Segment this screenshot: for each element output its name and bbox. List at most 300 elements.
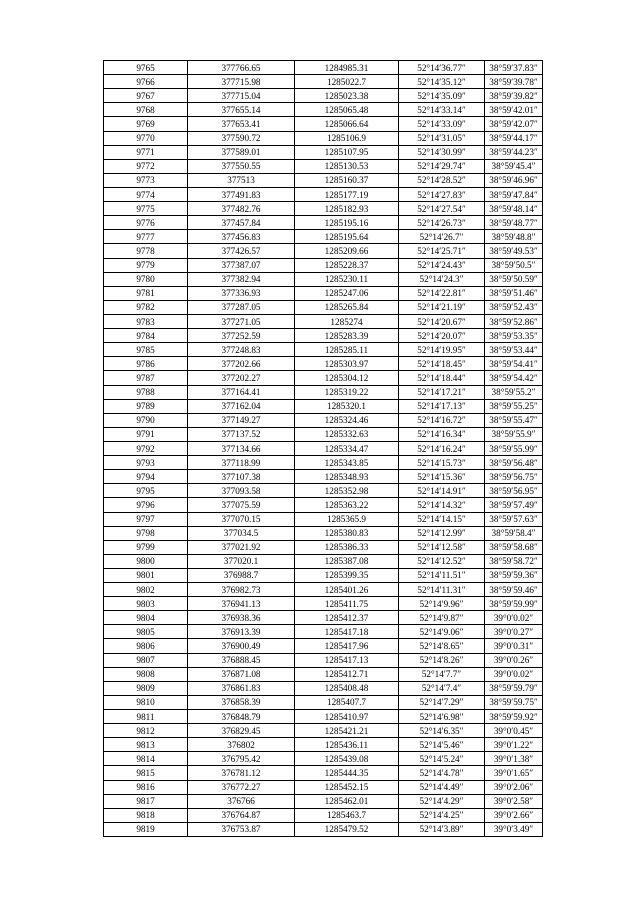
x-coordinate-cell: 377387.07 — [188, 258, 295, 272]
latitude-cell: 52°14′24.43″ — [399, 258, 485, 272]
x-coordinate-cell: 377118.99 — [188, 456, 295, 470]
table-row — [104, 89, 543, 103]
table-row — [104, 724, 543, 738]
table-row — [104, 286, 543, 300]
table-row — [104, 61, 543, 75]
latitude-cell: 52°14′28.52″ — [399, 173, 485, 187]
longitude-cell: 39°0′1.38″ — [485, 752, 543, 766]
latitude-cell: 52°14′7.4″ — [399, 681, 485, 695]
latitude-cell: 52°14′14.15″ — [399, 512, 485, 526]
point-number-cell: 9790 — [104, 413, 188, 427]
x-coordinate-cell: 377766.65 — [188, 61, 295, 75]
table-row — [104, 625, 543, 639]
latitude-cell: 52°14′6.98″ — [399, 710, 485, 724]
longitude-cell: 38°59′59.75″ — [485, 695, 543, 709]
point-number-cell: 9814 — [104, 752, 188, 766]
longitude-cell: 38°59′59.36″ — [485, 568, 543, 582]
y-coordinate-cell: 1285303.97 — [295, 357, 399, 371]
x-coordinate-cell: 377149.27 — [188, 413, 295, 427]
y-coordinate-cell: 1285363.22 — [295, 498, 399, 512]
longitude-cell: 39°0′3.49″ — [485, 822, 543, 836]
longitude-cell: 38°59′58.68″ — [485, 540, 543, 554]
x-coordinate-cell: 377202.66 — [188, 357, 295, 371]
longitude-cell: 38°59′45.4″ — [485, 159, 543, 173]
x-coordinate-cell: 376772.27 — [188, 780, 295, 794]
y-coordinate-cell: 1285417.13 — [295, 653, 399, 667]
x-coordinate-cell: 377513 — [188, 173, 295, 187]
table-row — [104, 413, 543, 427]
y-coordinate-cell: 1285452.15 — [295, 780, 399, 794]
y-coordinate-cell: 1285160.37 — [295, 173, 399, 187]
y-coordinate-cell: 1285265.84 — [295, 300, 399, 314]
table-row — [104, 103, 543, 117]
x-coordinate-cell: 376858.39 — [188, 695, 295, 709]
point-number-cell: 9775 — [104, 202, 188, 216]
latitude-cell: 52°14′14.32″ — [399, 498, 485, 512]
latitude-cell: 52°14′12.58″ — [399, 540, 485, 554]
longitude-cell: 38°59′48.8″ — [485, 230, 543, 244]
table-row — [104, 441, 543, 455]
x-coordinate-cell: 376848.79 — [188, 710, 295, 724]
longitude-cell: 38°59′50.59″ — [485, 272, 543, 286]
x-coordinate-cell: 377248.83 — [188, 343, 295, 357]
table-row — [104, 681, 543, 695]
latitude-cell: 52°14′7.7″ — [399, 667, 485, 681]
x-coordinate-cell: 376913.39 — [188, 625, 295, 639]
longitude-cell: 39°0′0.31″ — [485, 639, 543, 653]
longitude-cell: 38°59′53.35″ — [485, 329, 543, 343]
x-coordinate-cell: 376764.87 — [188, 808, 295, 822]
y-coordinate-cell: 1285228.37 — [295, 258, 399, 272]
point-number-cell: 9816 — [104, 780, 188, 794]
table-row — [104, 202, 543, 216]
x-coordinate-cell: 377336.93 — [188, 286, 295, 300]
longitude-cell: 38°59′54.41″ — [485, 357, 543, 371]
table-row — [104, 314, 543, 328]
latitude-cell: 52°14′11.31″ — [399, 583, 485, 597]
x-coordinate-cell: 377457.84 — [188, 216, 295, 230]
latitude-cell: 52°14′33.09″ — [399, 117, 485, 131]
table-row — [104, 597, 543, 611]
y-coordinate-cell: 1285343.85 — [295, 456, 399, 470]
x-coordinate-cell: 376871.08 — [188, 667, 295, 681]
latitude-cell: 52°14′33.14″ — [399, 103, 485, 117]
x-coordinate-cell: 377653.41 — [188, 117, 295, 131]
table-row — [104, 399, 543, 413]
longitude-cell: 38°59′58.72″ — [485, 554, 543, 568]
table-row — [104, 738, 543, 752]
x-coordinate-cell: 377162.04 — [188, 399, 295, 413]
point-number-cell: 9786 — [104, 357, 188, 371]
table-row — [104, 808, 543, 822]
x-coordinate-cell: 376829.45 — [188, 724, 295, 738]
longitude-cell: 38°59′59.79″ — [485, 681, 543, 695]
y-coordinate-cell: 1285463.7 — [295, 808, 399, 822]
point-number-cell: 9783 — [104, 314, 188, 328]
latitude-cell: 52°14′18.44″ — [399, 371, 485, 385]
table-row — [104, 300, 543, 314]
table-row — [104, 780, 543, 794]
table-row — [104, 822, 543, 836]
longitude-cell: 39°0′0.26″ — [485, 653, 543, 667]
table-row — [104, 484, 543, 498]
table-row — [104, 272, 543, 286]
y-coordinate-cell: 1285209.66 — [295, 244, 399, 258]
table-row — [104, 173, 543, 187]
x-coordinate-cell: 377482.76 — [188, 202, 295, 216]
y-coordinate-cell: 1285285.11 — [295, 343, 399, 357]
table-row — [104, 583, 543, 597]
point-number-cell: 9769 — [104, 117, 188, 131]
latitude-cell: 52°14′4.49″ — [399, 780, 485, 794]
point-number-cell: 9781 — [104, 286, 188, 300]
y-coordinate-cell: 1285177.19 — [295, 187, 399, 201]
latitude-cell: 52°14′9.87″ — [399, 611, 485, 625]
y-coordinate-cell: 1285407.7 — [295, 695, 399, 709]
table-row — [104, 526, 543, 540]
point-number-cell: 9767 — [104, 89, 188, 103]
point-number-cell: 9795 — [104, 484, 188, 498]
y-coordinate-cell: 1285421.21 — [295, 724, 399, 738]
y-coordinate-cell: 1285462.01 — [295, 794, 399, 808]
longitude-cell: 38°59′54.42″ — [485, 371, 543, 385]
longitude-cell: 38°59′37.83″ — [485, 61, 543, 75]
point-number-cell: 9794 — [104, 470, 188, 484]
point-number-cell: 9792 — [104, 441, 188, 455]
x-coordinate-cell: 377020.1 — [188, 554, 295, 568]
longitude-cell: 38°59′47.84″ — [485, 187, 543, 201]
table-row — [104, 667, 543, 681]
y-coordinate-cell: 1285274 — [295, 314, 399, 328]
x-coordinate-cell: 377287.05 — [188, 300, 295, 314]
longitude-cell: 39°0′1.22″ — [485, 738, 543, 752]
x-coordinate-cell: 376888.45 — [188, 653, 295, 667]
point-number-cell: 9811 — [104, 710, 188, 724]
y-coordinate-cell: 1285283.39 — [295, 329, 399, 343]
latitude-cell: 52°14′7.29″ — [399, 695, 485, 709]
longitude-cell: 38°59′49.53″ — [485, 244, 543, 258]
table-row — [104, 244, 543, 258]
point-number-cell: 9802 — [104, 583, 188, 597]
y-coordinate-cell: 1285066.64 — [295, 117, 399, 131]
x-coordinate-cell: 377550.55 — [188, 159, 295, 173]
table-row — [104, 329, 543, 343]
latitude-cell: 52°14′5.24″ — [399, 752, 485, 766]
y-coordinate-cell: 1285399.35 — [295, 568, 399, 582]
y-coordinate-cell: 1285130.53 — [295, 159, 399, 173]
point-number-cell: 9813 — [104, 738, 188, 752]
y-coordinate-cell: 1285386.33 — [295, 540, 399, 554]
table-row — [104, 653, 543, 667]
point-number-cell: 9788 — [104, 385, 188, 399]
table-row — [104, 512, 543, 526]
point-number-cell: 9774 — [104, 187, 188, 201]
point-number-cell: 9806 — [104, 639, 188, 653]
y-coordinate-cell: 1285106.9 — [295, 131, 399, 145]
y-coordinate-cell: 1285439.08 — [295, 752, 399, 766]
latitude-cell: 52°14′26.73″ — [399, 216, 485, 230]
table-row — [104, 766, 543, 780]
latitude-cell: 52°14′35.09″ — [399, 89, 485, 103]
y-coordinate-cell: 1285230.11 — [295, 272, 399, 286]
longitude-cell: 38°59′51.46″ — [485, 286, 543, 300]
table-row — [104, 371, 543, 385]
point-number-cell: 9801 — [104, 568, 188, 582]
x-coordinate-cell: 376988.7 — [188, 568, 295, 582]
x-coordinate-cell: 377456.83 — [188, 230, 295, 244]
point-number-cell: 9770 — [104, 131, 188, 145]
longitude-cell: 38°59′39.78″ — [485, 75, 543, 89]
point-number-cell: 9810 — [104, 695, 188, 709]
point-number-cell: 9785 — [104, 343, 188, 357]
longitude-cell: 39°0′2.66″ — [485, 808, 543, 822]
latitude-cell: 52°14′25.71″ — [399, 244, 485, 258]
x-coordinate-cell: 377655.14 — [188, 103, 295, 117]
table-row — [104, 611, 543, 625]
latitude-cell: 52°14′17.13″ — [399, 399, 485, 413]
y-coordinate-cell: 1285022.7 — [295, 75, 399, 89]
y-coordinate-cell: 1285304.12 — [295, 371, 399, 385]
latitude-cell: 52°14′30.99″ — [399, 145, 485, 159]
point-number-cell: 9771 — [104, 145, 188, 159]
longitude-cell: 38°59′46.96″ — [485, 173, 543, 187]
y-coordinate-cell: 1285387.08 — [295, 554, 399, 568]
y-coordinate-cell: 1285332.63 — [295, 427, 399, 441]
latitude-cell: 52°14′4.25″ — [399, 808, 485, 822]
x-coordinate-cell: 377075.59 — [188, 498, 295, 512]
x-coordinate-cell: 377491.83 — [188, 187, 295, 201]
x-coordinate-cell: 376861.83 — [188, 681, 295, 695]
x-coordinate-cell: 376781.12 — [188, 766, 295, 780]
x-coordinate-cell: 377715.98 — [188, 75, 295, 89]
longitude-cell: 38°59′42.01″ — [485, 103, 543, 117]
table-row — [104, 117, 543, 131]
x-coordinate-cell: 377107.38 — [188, 470, 295, 484]
point-number-cell: 9766 — [104, 75, 188, 89]
table-row — [104, 639, 543, 653]
longitude-cell: 38°59′52.43″ — [485, 300, 543, 314]
table-row — [104, 427, 543, 441]
table-row — [104, 131, 543, 145]
table-row — [104, 230, 543, 244]
point-number-cell: 9765 — [104, 61, 188, 75]
y-coordinate-cell: 1285479.52 — [295, 822, 399, 836]
latitude-cell: 52°14′17.21″ — [399, 385, 485, 399]
x-coordinate-cell: 377252.59 — [188, 329, 295, 343]
x-coordinate-cell: 377021.92 — [188, 540, 295, 554]
latitude-cell: 52°14′6.35″ — [399, 724, 485, 738]
point-number-cell: 9791 — [104, 427, 188, 441]
longitude-cell: 39°0′2.58″ — [485, 794, 543, 808]
longitude-cell: 38°59′48.14″ — [485, 202, 543, 216]
x-coordinate-cell: 376941.13 — [188, 597, 295, 611]
y-coordinate-cell: 1285352.98 — [295, 484, 399, 498]
table-row — [104, 554, 543, 568]
latitude-cell: 52°14′31.05″ — [399, 131, 485, 145]
longitude-cell: 38°59′39.82″ — [485, 89, 543, 103]
longitude-cell: 38°59′56.95″ — [485, 484, 543, 498]
longitude-cell: 38°59′55.47″ — [485, 413, 543, 427]
x-coordinate-cell: 377137.52 — [188, 427, 295, 441]
point-number-cell: 9800 — [104, 554, 188, 568]
latitude-cell: 52°14′14.91″ — [399, 484, 485, 498]
point-number-cell: 9809 — [104, 681, 188, 695]
longitude-cell: 38°59′57.49″ — [485, 498, 543, 512]
point-number-cell: 9778 — [104, 244, 188, 258]
x-coordinate-cell: 376938.36 — [188, 611, 295, 625]
point-number-cell: 9789 — [104, 399, 188, 413]
point-number-cell: 9818 — [104, 808, 188, 822]
table-row — [104, 216, 543, 230]
point-number-cell: 9780 — [104, 272, 188, 286]
point-number-cell: 9819 — [104, 822, 188, 836]
x-coordinate-cell: 377093.58 — [188, 484, 295, 498]
longitude-cell: 39°0′0.02″ — [485, 667, 543, 681]
x-coordinate-cell: 376982.73 — [188, 583, 295, 597]
y-coordinate-cell: 1285195.16 — [295, 216, 399, 230]
latitude-cell: 52°14′4.78″ — [399, 766, 485, 780]
table-row — [104, 568, 543, 582]
point-number-cell: 9784 — [104, 329, 188, 343]
table-row — [104, 343, 543, 357]
longitude-cell: 38°59′56.75″ — [485, 470, 543, 484]
latitude-cell: 52°14′5.46″ — [399, 738, 485, 752]
x-coordinate-cell: 376795.42 — [188, 752, 295, 766]
y-coordinate-cell: 1285182.93 — [295, 202, 399, 216]
y-coordinate-cell: 1285319.22 — [295, 385, 399, 399]
y-coordinate-cell: 1285334.47 — [295, 441, 399, 455]
longitude-cell: 38°59′42.07″ — [485, 117, 543, 131]
table-row — [104, 75, 543, 89]
longitude-cell: 38°59′55.99″ — [485, 441, 543, 455]
longitude-cell: 38°59′55.9″ — [485, 427, 543, 441]
latitude-cell: 52°14′20.07″ — [399, 329, 485, 343]
y-coordinate-cell: 1285023.38 — [295, 89, 399, 103]
point-number-cell: 9776 — [104, 216, 188, 230]
latitude-cell: 52°14′35.12″ — [399, 75, 485, 89]
point-number-cell: 9798 — [104, 526, 188, 540]
latitude-cell: 52°14′8.26″ — [399, 653, 485, 667]
coordinates-table — [103, 60, 543, 837]
point-number-cell: 9808 — [104, 667, 188, 681]
longitude-cell: 38°59′56.48″ — [485, 456, 543, 470]
x-coordinate-cell: 377382.94 — [188, 272, 295, 286]
longitude-cell: 38°59′55.2″ — [485, 385, 543, 399]
latitude-cell: 52°14′27.54″ — [399, 202, 485, 216]
x-coordinate-cell: 377034.5 — [188, 526, 295, 540]
latitude-cell: 52°14′26.7″ — [399, 230, 485, 244]
point-number-cell: 9772 — [104, 159, 188, 173]
table-row — [104, 145, 543, 159]
y-coordinate-cell: 1285065.48 — [295, 103, 399, 117]
latitude-cell: 52°14′16.34″ — [399, 427, 485, 441]
longitude-cell: 38°59′52.86″ — [485, 314, 543, 328]
latitude-cell: 52°14′9.06″ — [399, 625, 485, 639]
latitude-cell: 52°14′11.51″ — [399, 568, 485, 582]
latitude-cell: 52°14′16.24″ — [399, 441, 485, 455]
table-row — [104, 258, 543, 272]
latitude-cell: 52°14′27.83″ — [399, 187, 485, 201]
point-number-cell: 9768 — [104, 103, 188, 117]
point-number-cell: 9815 — [104, 766, 188, 780]
longitude-cell: 38°59′58.4″ — [485, 526, 543, 540]
point-number-cell: 9804 — [104, 611, 188, 625]
y-coordinate-cell: 1285417.96 — [295, 639, 399, 653]
point-number-cell: 9782 — [104, 300, 188, 314]
x-coordinate-cell: 376802 — [188, 738, 295, 752]
table-row — [104, 159, 543, 173]
x-coordinate-cell: 376766 — [188, 794, 295, 808]
table-row — [104, 695, 543, 709]
latitude-cell: 52°14′4.29″ — [399, 794, 485, 808]
y-coordinate-cell: 1285444.35 — [295, 766, 399, 780]
table-row — [104, 752, 543, 766]
x-coordinate-cell: 377070.15 — [188, 512, 295, 526]
y-coordinate-cell: 1285412.37 — [295, 611, 399, 625]
point-number-cell: 9787 — [104, 371, 188, 385]
table-row — [104, 385, 543, 399]
x-coordinate-cell: 377715.04 — [188, 89, 295, 103]
latitude-cell: 52°14′15.36″ — [399, 470, 485, 484]
table-row — [104, 187, 543, 201]
latitude-cell: 52°14′19.95″ — [399, 343, 485, 357]
y-coordinate-cell: 1284985.31 — [295, 61, 399, 75]
y-coordinate-cell: 1285411.75 — [295, 597, 399, 611]
longitude-cell: 38°59′59.92″ — [485, 710, 543, 724]
table-row — [104, 498, 543, 512]
y-coordinate-cell: 1285417.18 — [295, 625, 399, 639]
coordinates-table-body — [104, 61, 543, 837]
y-coordinate-cell: 1285107.95 — [295, 145, 399, 159]
point-number-cell: 9803 — [104, 597, 188, 611]
longitude-cell: 39°0′0.02″ — [485, 611, 543, 625]
y-coordinate-cell: 1285324.46 — [295, 413, 399, 427]
y-coordinate-cell: 1285348.93 — [295, 470, 399, 484]
point-number-cell: 9817 — [104, 794, 188, 808]
y-coordinate-cell: 1285365.9 — [295, 512, 399, 526]
latitude-cell: 52°14′12.52″ — [399, 554, 485, 568]
longitude-cell: 38°59′53.44″ — [485, 343, 543, 357]
longitude-cell: 38°59′48.77″ — [485, 216, 543, 230]
longitude-cell: 38°59′59.46″ — [485, 583, 543, 597]
table-row — [104, 540, 543, 554]
longitude-cell: 39°0′2.06″ — [485, 780, 543, 794]
latitude-cell: 52°14′22.81″ — [399, 286, 485, 300]
x-coordinate-cell: 377271.05 — [188, 314, 295, 328]
longitude-cell: 39°0′0.27″ — [485, 625, 543, 639]
y-coordinate-cell: 1285436.11 — [295, 738, 399, 752]
x-coordinate-cell: 377590.72 — [188, 131, 295, 145]
latitude-cell: 52°14′16.72″ — [399, 413, 485, 427]
y-coordinate-cell: 1285247.06 — [295, 286, 399, 300]
x-coordinate-cell: 377589.01 — [188, 145, 295, 159]
latitude-cell: 52°14′36.77″ — [399, 61, 485, 75]
x-coordinate-cell: 377164.41 — [188, 385, 295, 399]
longitude-cell: 38°59′44.23″ — [485, 145, 543, 159]
x-coordinate-cell: 376900.49 — [188, 639, 295, 653]
y-coordinate-cell: 1285320.1 — [295, 399, 399, 413]
point-number-cell: 9779 — [104, 258, 188, 272]
x-coordinate-cell: 377202.27 — [188, 371, 295, 385]
longitude-cell: 38°59′44.17″ — [485, 131, 543, 145]
longitude-cell: 39°0′1.65″ — [485, 766, 543, 780]
point-number-cell: 9777 — [104, 230, 188, 244]
longitude-cell: 38°59′57.63″ — [485, 512, 543, 526]
point-number-cell: 9812 — [104, 724, 188, 738]
table-row — [104, 710, 543, 724]
table-row — [104, 470, 543, 484]
latitude-cell: 52°14′24.3″ — [399, 272, 485, 286]
